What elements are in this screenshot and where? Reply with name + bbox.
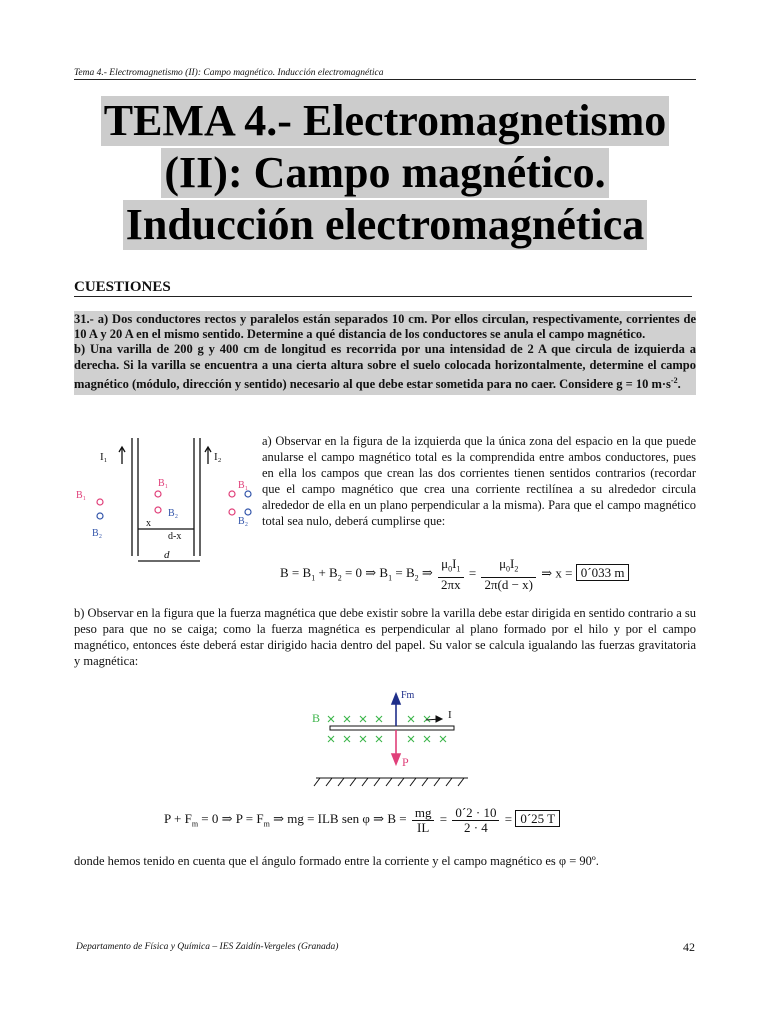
label-fm: Fm	[401, 690, 415, 701]
rod-figure	[308, 682, 472, 790]
label-i1: I₁	[100, 451, 108, 463]
label-i2: I₂	[214, 451, 222, 463]
label-b1-left: B₁	[76, 490, 87, 501]
title-line-3: Inducción electromagnética	[123, 200, 648, 250]
label-b2-mid: B₂	[168, 508, 179, 519]
label-d: d	[164, 549, 170, 561]
result-a: 0´033 m	[576, 564, 630, 581]
result-b: 0´25 T	[515, 810, 560, 827]
exponent: -2	[670, 375, 678, 385]
answer-a: a) Observar en la figura de la izquierda que la única zona del espacio en la que puede anularse el campo magnético total es la comprendida entre ambos conductores, pues en ella los campos que crean las dos corrientes tienen sentidos contrarios (recordar que el campo magnético que crea una corriente rectilínea a su alrededor circula alrededor de ella en un plano perpendicular a la misma). Para que el campo magnético total sea nulo, deberá cumplirse que:	[262, 434, 696, 528]
section-heading: CUESTIONES	[74, 278, 692, 297]
label-x: x	[146, 518, 151, 529]
label-b: B	[312, 711, 321, 725]
label-i: I	[448, 709, 452, 721]
footer-department: Departamento de Física y Química – IES Zaidín-Vergeles (Granada)	[76, 942, 339, 952]
title-line-2: (II): Campo magnético.	[161, 148, 608, 198]
label-b1-right: B₁	[238, 480, 249, 491]
label-b1-mid: B₁	[158, 478, 169, 489]
label-d-minus-x: d-x	[168, 531, 182, 542]
answer-b: b) Observar en la figura que la fuerza magnética que debe existir sobre la varilla debe estar dirigida en sentido contrario a su peso para que no se caiga; como la fuerza magnética es perpendicular al plano formado por el hilo y por el campo magnético, entonces éste deberá estar dirigido hacia dentro del papel. Su valor se calcula igualando las fuerzas gravitatoria y magnética:	[74, 606, 696, 668]
label-b2-left: B₂	[92, 528, 103, 539]
fraction-numerator: 0´2 · 10	[452, 806, 499, 821]
conductors-figure	[74, 436, 258, 570]
equation-b: $P + F_m = 0$ ⇒ $P = F_m$ ⇒ mg = ILB sen φ ⇒ B = $\frac{mg}{IL}$ = $\frac{0´2 \cdot 10}{2 \cdot 4}$ = 0´25 T	[164, 806, 560, 835]
page-title	[74, 96, 696, 252]
label-b2-right: B₂	[238, 516, 249, 527]
question-part-a: 31.- a) Dos conductores rectos y paralelos están separados 10 cm. Por ellos circulan, respectivamente, corrientes de 10 A y 20 A en el mismo sentido. Determine a qué distancia de los conductores se anula el campo magnético.	[74, 312, 696, 342]
page-number: 42	[683, 940, 695, 954]
question-box	[74, 311, 696, 395]
page-header: Tema 4.- Electromagnetismo (II): Campo magnético. Inducción electromagnética	[74, 68, 696, 80]
equation-a: $B = B_1 + B_2 = 0$ ⇒ $B_1 = B_2$ ⇒ $\frac{\mu_0I_1}{2\pi x}$ = $\frac{\mu_0I_2}{2\pi(d - x)}$ ⇒ x = 0´033 m	[280, 557, 629, 592]
fraction-denominator: 2 · 4	[463, 820, 488, 835]
question-part-b: b) Una varilla de 200 g y 400 cm de longitud es recorrida por una intensidad de 2 A que circula de izquierda a derecha. Si la varilla se encuentra a una cierta altura sobre el suelo colocada horizontalmente, determine el campo magnético (módulo, dirección y sentido) necesario al que debe estar sometida para no caer. Considere g = 10 $m\cdot s^{-2}$.	[74, 342, 696, 391]
final-note: donde hemos tenido en cuenta que el ángulo formado entre la corriente y el campo magnético es φ = 90º.	[74, 854, 599, 868]
label-p: P	[402, 755, 409, 769]
title-line-1: TEMA 4.- Electromagnetismo	[101, 96, 670, 146]
